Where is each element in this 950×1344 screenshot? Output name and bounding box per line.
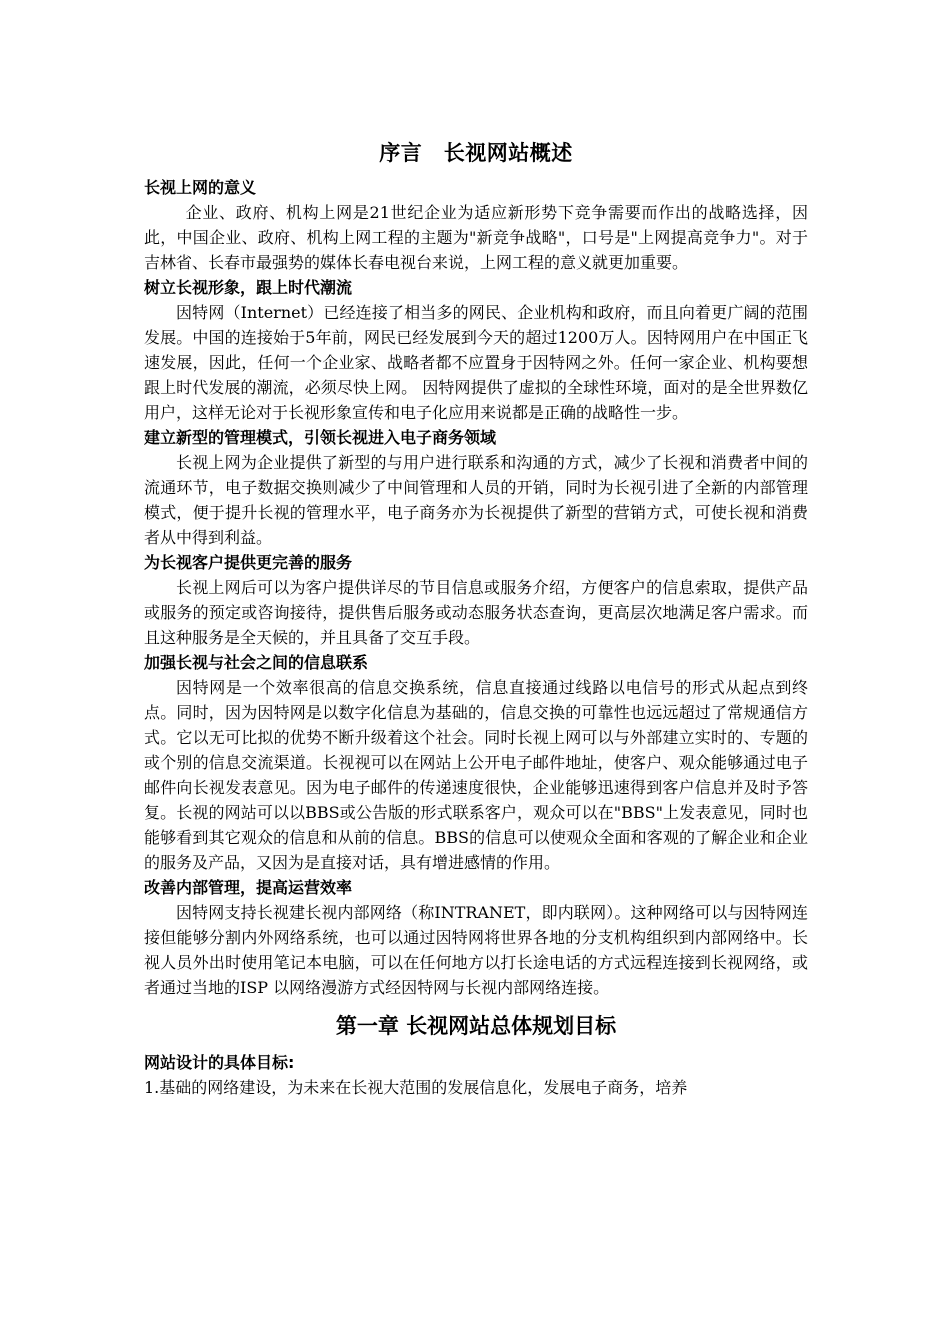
chapter-list-item: 1.基础的网络建设，为未来在长视大范围的发展信息化，发展电子商务，培养 xyxy=(144,1078,688,1097)
section-body-customer-service: 长视上网后可以为客户提供详尽的节目信息或服务介绍，方便客户的信息索取，提供产品或服务的预定或咨询接待，提供售后服务或动态服务状态查询，更高层次地满足客户需求。而且这种服务是全天候的，并且具备了交互手段。 xyxy=(144,578,808,647)
section-heading-management-model: 建立新型的管理模式，引领长视进入电子商务领域 xyxy=(144,428,497,447)
section-heading-significance: 长视上网的意义 xyxy=(144,178,257,197)
section-body-image: 因特网（Internet）已经连接了相当多的网民、企业机构和政府，而且向着更广阔的范围发展。中国的连接始于5年前，网民已经发展到今天的超过1200万人。因特网用户在中国正飞速发展，因此，任何一个企业家、战略者都不应置身于因特网之外。任何一家企业、机构要想跟上时代发展的潮流，必须尽快上网。 因特网提供了虚拟的全球性环境，面对的是全世界数亿用户，这样无论对于长视形象宣传和电子化应用来说都是正确的战略性一步。 xyxy=(144,303,808,422)
chapter-subheading: 网站设计的具体目标: xyxy=(144,1053,295,1072)
section-heading-internal-management: 改善内部管理，提高运营效率 xyxy=(144,878,353,897)
section-body-management-model: 长视上网为企业提供了新型的与用户进行联系和沟通的方式，减少了长视和消费者中间的流通环节，电子数据交换则减少了中间管理和人员的开销，同时为长视引进了全新的内部管理模式，便于提升长视的管理水平，电子商务亦为长视提供了新型的营销方式，可使长视和消费者从中得到利益。 xyxy=(144,453,808,547)
preface-title: 序言 长视网站概述 xyxy=(379,140,573,165)
document-body xyxy=(144,139,808,1100)
section-body-significance: 企业、政府、机构上网是21世纪企业为适应新形势下竞争需要而作出的战略选择，因此，中国企业、政府、机构上网工程的主题为"新竞争战略"，口号是"上网提高竞争力"。对于吉林省、长春市最强势的媒体长春电视台来说，上网工程的意义就更加重要。 xyxy=(144,203,808,272)
section-body-information-link: 因特网是一个效率很高的信息交换系统，信息直接通过线路以电信号的形式从起点到终点。同时，因为因特网是以数字化信息为基础的，信息交换的可靠性也远远超过了常规通信方式。它以无可比拟的优势不断升级着这个社会。同时长视上网可以与外部建立实时的、专题的或个别的信息交流渠道。长视视可以在网站上公开电子邮件地址，使客户、观众能够通过电子邮件向长视发表意见。因为电子邮件的传递速度很快，企业能够迅速得到客户信息并及时予答复。长视的网站可以以BBS或公告版的形式联系客户，观众可以在"BBS"上发表意见，同时也能够看到其它观众的信息和从前的信息。BBS的信息可以使观众全面和客观的了解企业和企业的服务及产品，又因为是直接对话，具有增进感情的作用。 xyxy=(144,678,808,872)
section-heading-information-link: 加强长视与社会之间的信息联系 xyxy=(144,653,369,672)
section-heading-customer-service: 为长视客户提供更完善的服务 xyxy=(144,553,353,572)
chapter-title: 第一章 长视网站总体规划目标 xyxy=(335,1013,617,1038)
section-body-internal-management: 因特网支持长视建长视内部网络（称INTRANET，即内联网）。这种网络可以与因特网连接但能够分割内外网络系统，也可以通过因特网将世界各地的分支机构组织到内部网络中。长视人员外出时使用笔记本电脑，可以在任何地方以打长途电话的方式远程连接到长视网络，或者通过当地的ISP 以网络漫游方式经因特网与长视内部网络连接。 xyxy=(144,903,808,997)
section-heading-image: 树立长视形象，跟上时代潮流 xyxy=(144,278,353,297)
